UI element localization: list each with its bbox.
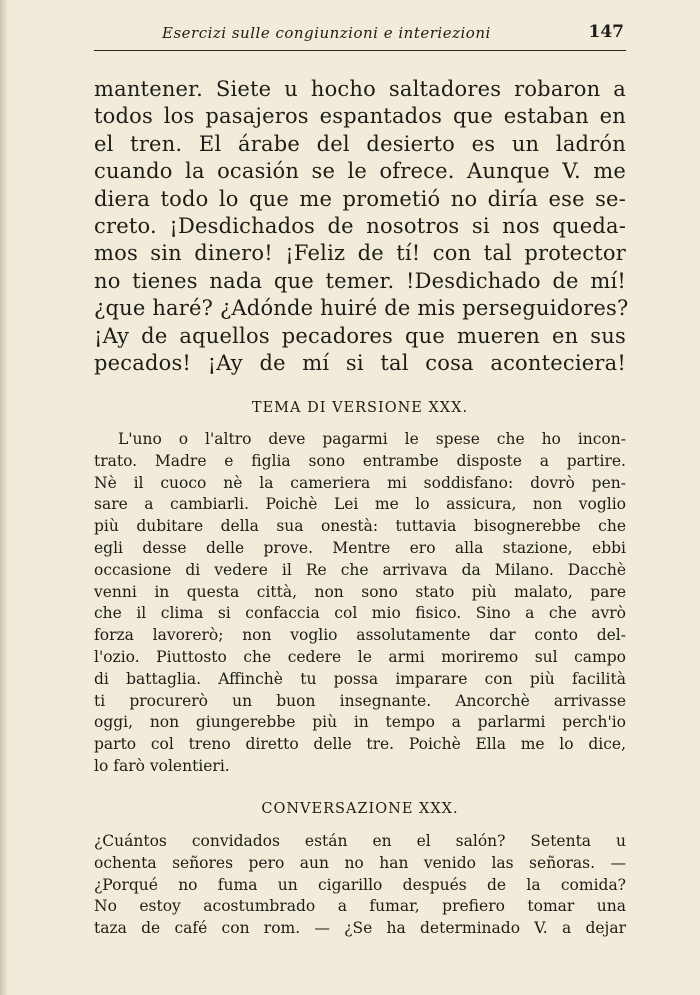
spanish-passage	[94, 76, 629, 377]
text-line: No estoy acostumbrado a fumar, prefiero tomar una	[94, 897, 626, 916]
text-line: venni in questa città, non sono stato più malato, pare	[94, 582, 626, 601]
text-line: oggi, non giungerebbe più in tempo a parlarmi perch'io	[94, 713, 626, 732]
text-line: ¿Cuántos convidados están en el salón? Setenta u	[94, 832, 626, 850]
text-line: più dubitare della sua onestà: tuttavia bisognerebbe che	[94, 517, 626, 536]
text-line: taza de café con rom. — ¿Se ha determinado V. a dejar	[94, 919, 626, 938]
running-title: Esercizi sulle congiunzioni e interiezioni	[162, 24, 491, 42]
text-line: ¿que haré? ¿Adónde huiré de mis perseguidores?	[94, 296, 629, 321]
text-line: cuando la ocasión se le ofrece. Aunque V. me	[94, 159, 626, 184]
text-line: ¿Porqué no fuma un cigarillo después de la comida?	[94, 875, 626, 894]
text-line: no tienes nada que temer. !Desdichado de mí!	[94, 268, 626, 293]
text-line: mos sin dinero! ¡Feliz de tí! con tal protector	[94, 241, 626, 266]
page-edge-shadow	[0, 0, 8, 995]
text-line: diera todo lo que me prometió no diría ese se-	[94, 186, 626, 211]
text-line: che il clima si confaccia col mio fisico. Sino a che avrò	[94, 604, 626, 623]
header-rule	[94, 50, 626, 51]
page-number: 147	[588, 22, 624, 42]
text-line: di battaglia. Affinchè tu possa imparare con più facilità	[94, 669, 626, 688]
text-line: Nè il cuoco nè la cameriera mi soddisfano: dovrò pen-	[94, 473, 626, 492]
text-line: ti procurerò un buon insegnante. Ancorchè arrivasse	[94, 691, 626, 710]
text-line: ¡Ay de aquellos pecadores que mueren en sus	[94, 323, 626, 348]
text-line: L'uno o l'altro deve pagarmi le spese che ho incon-	[118, 430, 626, 448]
text-line: egli desse delle prove. Mentre ero alla stazione, ebbi	[94, 538, 626, 557]
text-line: forza lavorerò; non voglio assolutamente dar conto del-	[94, 626, 626, 645]
text-line: mantener. Siete u hocho saltadores robaron a	[94, 77, 626, 101]
text-line: l'ozio. Piuttosto che cedere le armi moriremo sul campo	[94, 647, 626, 666]
text-line: occasione di vedere il Re che arrivava da Milano. Dacchè	[94, 560, 626, 579]
conversazione-heading: CONVERSAZIONE XXX.	[261, 801, 459, 817]
text-line: trato. Madre e figlia sono entrambe disposte a partire.	[94, 451, 626, 470]
page-header	[94, 22, 626, 48]
conversazione-passage	[94, 831, 626, 940]
text-line: parto col treno diretto delle tre. Poichè Ella me lo dice,	[94, 735, 626, 754]
text-line: el tren. El árabe del desierto es un ladrón	[94, 131, 626, 156]
text-line: sare a cambiarli. Poichè Lei me lo assicura, non voglio	[94, 495, 626, 514]
tema-heading: TEMA DI VERSIONE XXX.	[251, 400, 469, 416]
text-line: todos los pasajeros espantados que estaban en	[94, 104, 626, 129]
text-line: creto. ¡Desdichados de nosotros si nos queda-	[94, 214, 626, 239]
text-line: lo farò volentieri.	[94, 756, 230, 775]
text-line: ochenta señores pero aun no han venido las señoras. —	[94, 853, 626, 872]
text-line: pecados! ¡Ay de mí si tal cosa aconteciera!	[94, 351, 626, 376]
tema-passage	[94, 429, 626, 778]
